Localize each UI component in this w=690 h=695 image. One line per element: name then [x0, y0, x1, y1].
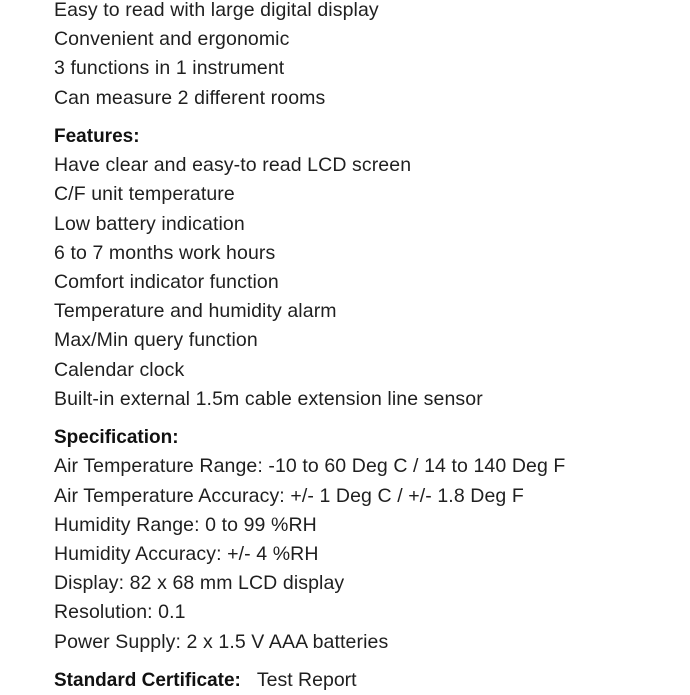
specification-list — [54, 452, 684, 656]
product-description — [54, 0, 684, 695]
feature-item: Max/Min query function — [54, 329, 258, 352]
feature-item: Temperature and humidity alarm — [54, 300, 337, 323]
feature-item: Calendar clock — [54, 358, 185, 381]
feature-item: Low battery indication — [54, 212, 245, 235]
certificate-row — [54, 666, 684, 695]
intro-list — [54, 0, 684, 113]
intro-item: 3 functions in 1 instrument — [54, 57, 285, 80]
feature-item: Have clear and easy-to read LCD screen — [54, 154, 412, 177]
spec-item: Display: 82 x 68 mm LCD display — [54, 572, 345, 595]
certificate-label: Standard Certificate: — [54, 670, 241, 692]
spec-item: Resolution: 0.1 — [54, 601, 186, 624]
features-list — [54, 151, 684, 414]
features-heading: Features: — [54, 126, 140, 148]
certificate-value: Test Report — [256, 669, 357, 692]
feature-item: Comfort indicator function — [54, 271, 279, 293]
specification-heading: Specification: — [54, 427, 179, 449]
feature-item: Built-in external 1.5m cable extension line sensor — [54, 387, 483, 410]
spec-item: Humidity Accuracy: +/- 4 %RH — [54, 543, 319, 565]
feature-item: 6 to 7 months work hours — [54, 241, 276, 264]
spec-item: Humidity Range: 0 to 99 %RH — [54, 513, 317, 536]
spec-item: Air Temperature Range: -10 to 60 Deg C / 14 to 140 Deg F — [54, 455, 566, 478]
spec-item: Air Temperature Accuracy: +/- 1 Deg C / +/- 1.8 Deg F — [54, 484, 524, 507]
feature-item: C/F unit temperature — [54, 183, 235, 206]
spec-item: Power Supply: 2 x 1.5 V AAA batteries — [54, 630, 389, 653]
intro-item: Easy to read with large digital display — [54, 0, 379, 21]
intro-item: Can measure 2 different rooms — [54, 86, 326, 109]
intro-item: Convenient and ergonomic — [54, 28, 290, 51]
